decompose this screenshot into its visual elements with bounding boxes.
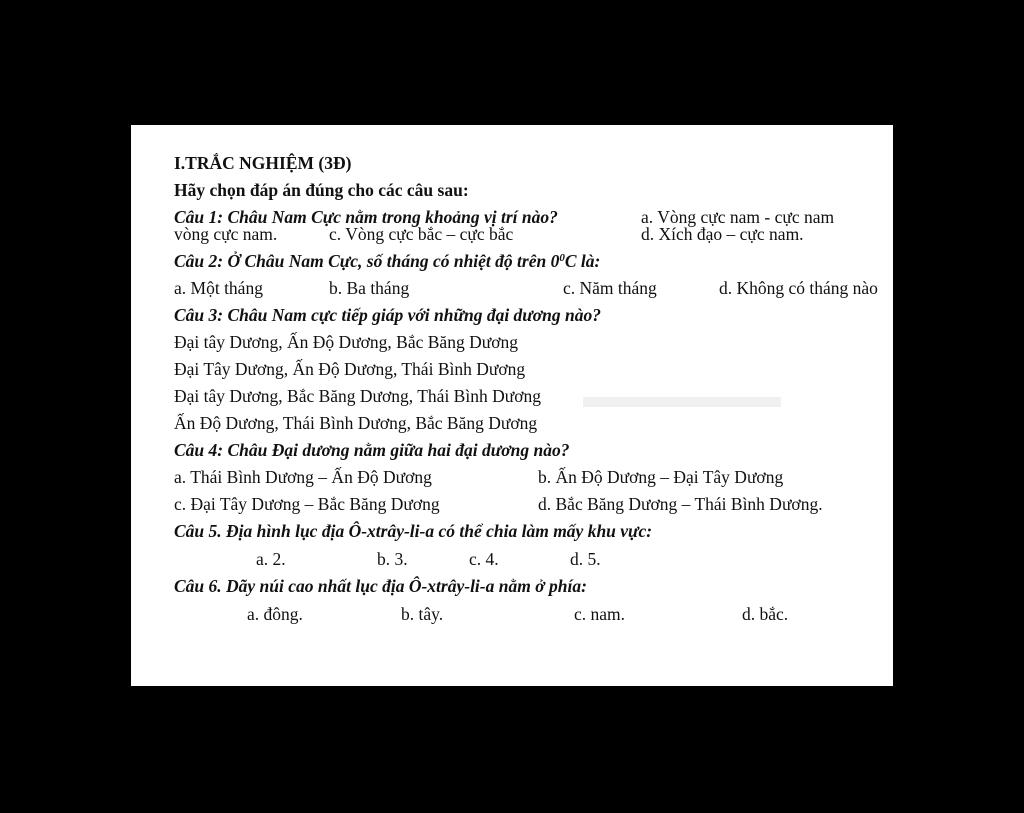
question-6: Câu 6. Dãy núi cao nhất lục địa Ô-xtrây-li-a nằm ở phía: <box>174 576 587 596</box>
q6-option-d: d. bắc. <box>742 604 789 624</box>
scan-smudge <box>583 397 781 407</box>
q2-option-b: b. Ba tháng <box>329 278 410 298</box>
section-title: I.TRẮC NGHIỆM (3Đ) <box>174 153 352 173</box>
question-1: Câu 1: Châu Nam Cực nằm trong khoảng vị trí nào? <box>174 207 558 227</box>
question-2-superscript: 0 <box>559 252 565 264</box>
question-2-text: Câu 2: Ở Châu Nam Cực, số tháng có nhiệt độ trên 0 <box>174 251 560 271</box>
q2-option-a: a. Một tháng <box>174 278 263 298</box>
question-3: Câu 3: Châu Nam cực tiếp giáp với những đại dương nào? <box>174 305 602 325</box>
q1-option-a-continued: vòng cực nam. <box>174 224 278 244</box>
q4-option-b: b. Ấn Độ Dương – Đại Tây Dương <box>538 467 784 487</box>
question-2 <box>174 251 600 271</box>
question-4: Câu 4: Châu Đại dương nằm giữa hai đại dương nào? <box>174 440 570 460</box>
q4-option-c: c. Đại Tây Dương – Bắc Băng Dương <box>174 494 440 514</box>
q6-option-c: c. nam. <box>574 604 626 624</box>
q2-option-c: c. Năm tháng <box>563 278 657 298</box>
question-2-text-end: C là: <box>564 251 601 271</box>
question-5: Câu 5. Địa hình lục địa Ô-xtrây-li-a có thể chia làm mấy khu vực: <box>174 521 653 541</box>
document-page <box>131 125 893 686</box>
instruction-text: Hãy chọn đáp án đúng cho các câu sau: <box>174 180 469 200</box>
q6-option-a: a. đông. <box>247 604 303 624</box>
q5-option-b: b. 3. <box>377 549 408 569</box>
q3-option-1: Đại tây Dương, Ấn Độ Dương, Bắc Băng Dương <box>174 332 518 352</box>
q1-option-d: d. Xích đạo – cực nam. <box>641 224 804 244</box>
q4-option-d: d. Bắc Băng Dương – Thái Bình Dương. <box>538 494 823 514</box>
q5-option-a: a. 2. <box>256 549 286 569</box>
q4-option-a: a. Thái Bình Dương – Ấn Độ Dương <box>174 467 432 487</box>
q3-option-3: Đại tây Dương, Bắc Băng Dương, Thái Bình Dương <box>174 386 541 406</box>
q1-option-a: a. Vòng cực nam - cực nam <box>641 207 835 227</box>
q2-option-d: d. Không có tháng nào <box>719 278 878 298</box>
q5-option-d: d. 5. <box>570 549 601 569</box>
q6-option-b: b. tây. <box>401 604 444 624</box>
q1-option-c: c. Vòng cực bắc – cực bắc <box>329 224 514 244</box>
q5-option-c: c. 4. <box>469 549 499 569</box>
q3-option-2: Đại Tây Dương, Ấn Độ Dương, Thái Bình Dương <box>174 359 526 379</box>
q3-option-4: Ấn Độ Dương, Thái Bình Dương, Bắc Băng Dương <box>174 413 538 433</box>
